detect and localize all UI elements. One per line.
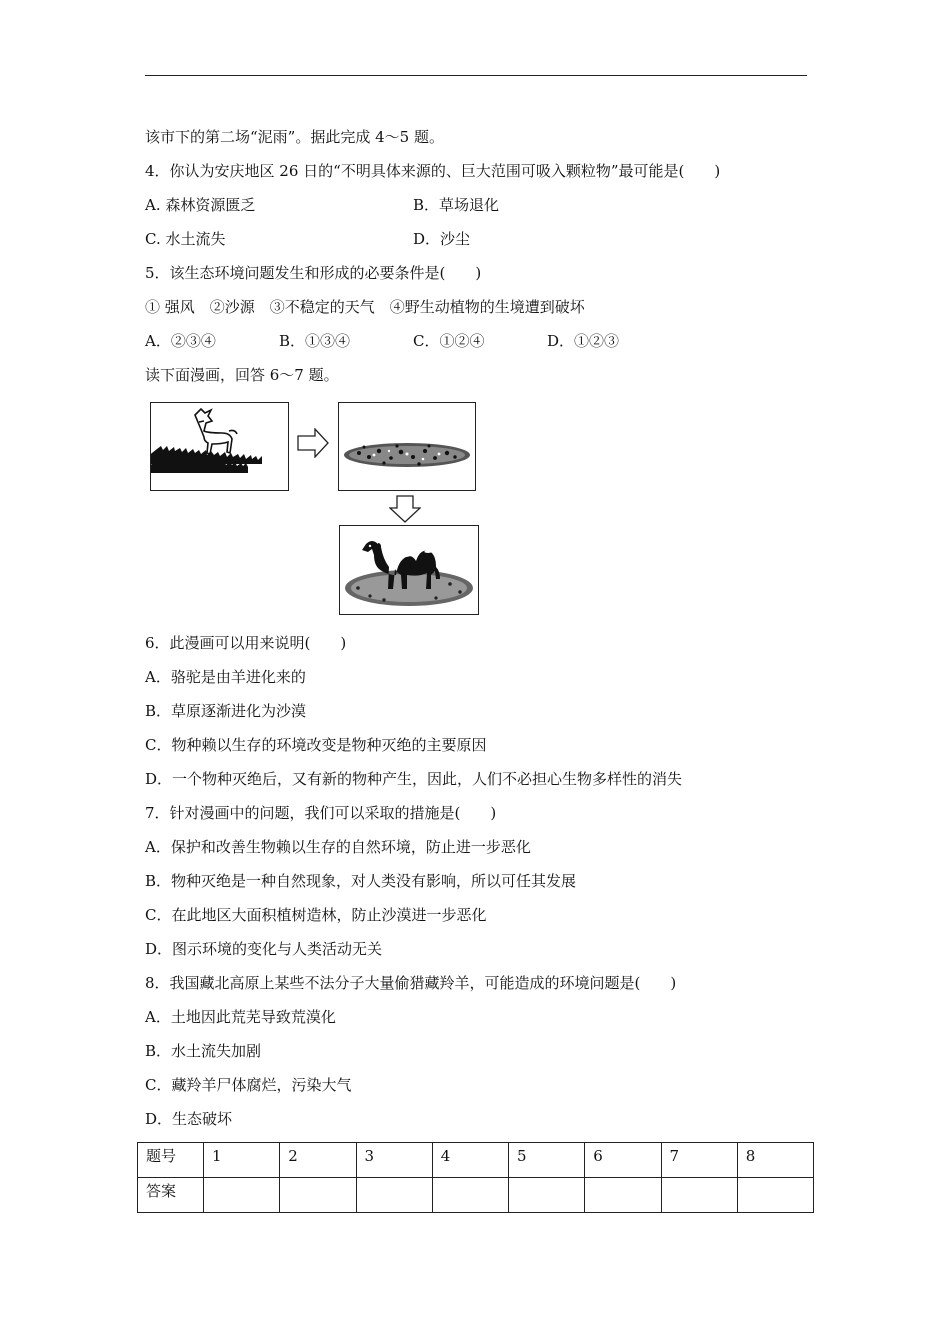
q7-option-c: C．在此地区大面积植树造林，防止沙漠进一步恶化 [145,906,487,924]
table-header-cell: 1 [204,1143,280,1178]
table-row [138,1143,814,1178]
q7-option-d: D．图示环境的变化与人类活动无关 [145,940,383,958]
table-header-cell: 5 [509,1143,585,1178]
q8-option-d: D．生态破坏 [145,1110,233,1128]
q5-option-c: C．①②④ [413,332,485,350]
answer-cell[interactable] [280,1178,356,1213]
answer-cell[interactable] [356,1178,432,1213]
header-rule [145,75,807,76]
table-row [138,1178,814,1213]
question-4: 4．你认为安庆地区 26 日的“不明具体来源的、巨大范围可吸入颗粒物”最可能是( ) [145,162,721,180]
q5-conditions: ① 强风 ②沙源 ③不稳定的天气 ④野生动植物的生境遭到破坏 [145,298,585,316]
answer-row-label: 答案 [138,1178,204,1213]
table-header-cell: 4 [432,1143,508,1178]
table-header-cell: 2 [280,1143,356,1178]
question-5: 5．该生态环境问题发生和形成的必要条件是( ) [145,264,482,282]
q8-option-c: C．藏羚羊尸体腐烂，污染大气 [145,1076,352,1094]
table-header-cell: 7 [661,1143,737,1178]
answer-cell[interactable] [509,1178,585,1213]
q5-option-b: B．①③④ [279,332,351,350]
intro-text: 该市下的第二场“泥雨”。据此完成 4～5 题。 [145,128,444,146]
q6-option-a: A．骆驼是由羊进化来的 [145,668,306,686]
q4-option-d: D．沙尘 [413,230,471,248]
question-8: 8．我国藏北高原上某些不法分子大量偷猎藏羚羊，可能造成的环境问题是( ) [145,974,677,992]
q8-option-b: B．水土流失加剧 [145,1042,262,1060]
answer-cell[interactable] [432,1178,508,1213]
q5-option-a: A．②③④ [145,332,216,350]
grassland-goat-illustration [151,403,288,490]
table-header-cell: 3 [356,1143,432,1178]
q4-option-c: C. 水土流失 [145,230,226,248]
answer-cell[interactable] [737,1178,813,1213]
answer-cell[interactable] [585,1178,661,1213]
desert-camel-illustration [340,526,478,614]
q6-option-c: C．物种赖以生存的环境改变是物种灭绝的主要原因 [145,736,487,754]
cartoon-intro: 读下面漫画，回答 6～7 题。 [145,366,339,384]
cartoon-panel-degrading [338,402,476,491]
q7-option-b: B．物种灭绝是一种自然现象，对人类没有影响，所以可任其发展 [145,872,577,890]
question-6: 6．此漫画可以用来说明( ) [145,634,347,652]
table-header-cell: 6 [585,1143,661,1178]
question-7: 7．针对漫画中的问题，我们可以采取的措施是( ) [145,804,497,822]
answer-cell[interactable] [204,1178,280,1213]
answer-table [137,1142,814,1213]
cartoon-panel-desert [339,525,479,615]
q8-option-a: A．土地因此荒芜导致荒漠化 [145,1008,336,1026]
arrow-right-icon [297,428,329,458]
table-header-cell: 8 [737,1143,813,1178]
q6-option-d: D．一个物种灭绝后，又有新的物种产生，因此，人们不必担心生物多样性的消失 [145,770,683,788]
answer-cell[interactable] [661,1178,737,1213]
arrow-down-icon [389,495,421,523]
degrading-land-illustration [339,403,475,490]
q4-option-b: B．草场退化 [413,196,500,214]
q7-option-a: A．保护和改善生物赖以生存的自然环境，防止进一步恶化 [145,838,531,856]
q6-option-b: B．草原逐渐进化为沙漠 [145,702,307,720]
q4-option-a: A. 森林资源匮乏 [145,196,256,214]
cartoon-panel-grassland [150,402,289,491]
table-header-cell: 题号 [138,1143,204,1178]
q5-option-d: D．①②③ [547,332,620,350]
